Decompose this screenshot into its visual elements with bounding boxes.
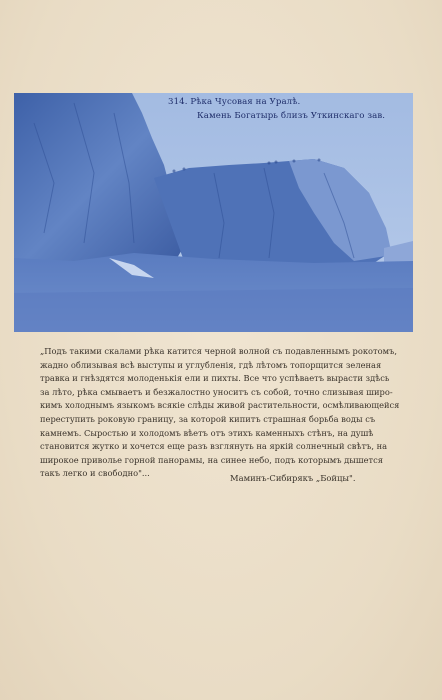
figure-caption-subtitle: Камень Богатырь близъ Уткинскаго зав. [197, 111, 386, 121]
quote-paragraph [40, 345, 412, 481]
quote-line: жадно облизывая всѣ выступы и углубленія, гдѣ лѣтомъ топорщится зеленая [40, 359, 382, 370]
quote-attribution: Маминъ-Сибирякъ „Бойцы". [230, 473, 356, 483]
landscape-photo [14, 93, 413, 332]
quote-line: кимъ холоднымъ языкомъ всякіе слѣды живой растительности, осмѣливающейся [40, 400, 400, 411]
figure-caption-title: 314. Рѣка Чусовая на Уралѣ. [168, 97, 301, 107]
quote-line: камнемъ. Сыростью и холодомъ вѣетъ отъ этихъ каменныхъ стѣнъ, на душѣ [40, 427, 374, 438]
quote-line: широкое приволье горной панорамы, на синее небо, подъ которымъ дышется [40, 454, 383, 465]
quote-line: такъ легко и свободно"... [40, 468, 150, 479]
quote-line: переступить роковую границу, за которой кипитъ страшная борьба воды съ [40, 413, 376, 424]
quote-line: „Подъ такими скалами рѣка катится черной волной съ подавленнымъ рокотомъ, [40, 346, 397, 356]
quote-line: становится жутко и хочется еще разъ взглянуть на яркій солнечный свѣтъ, на [40, 441, 388, 452]
quote-line: травка и гнѣздятся молоденькія ели и пихты. Все что успѣваетъ вырасти здѣсь [40, 373, 390, 384]
quote-line: за лѣто, рѣка смываетъ и безжалостно уноситъ съ собой, точно слизывая широ- [40, 386, 393, 397]
